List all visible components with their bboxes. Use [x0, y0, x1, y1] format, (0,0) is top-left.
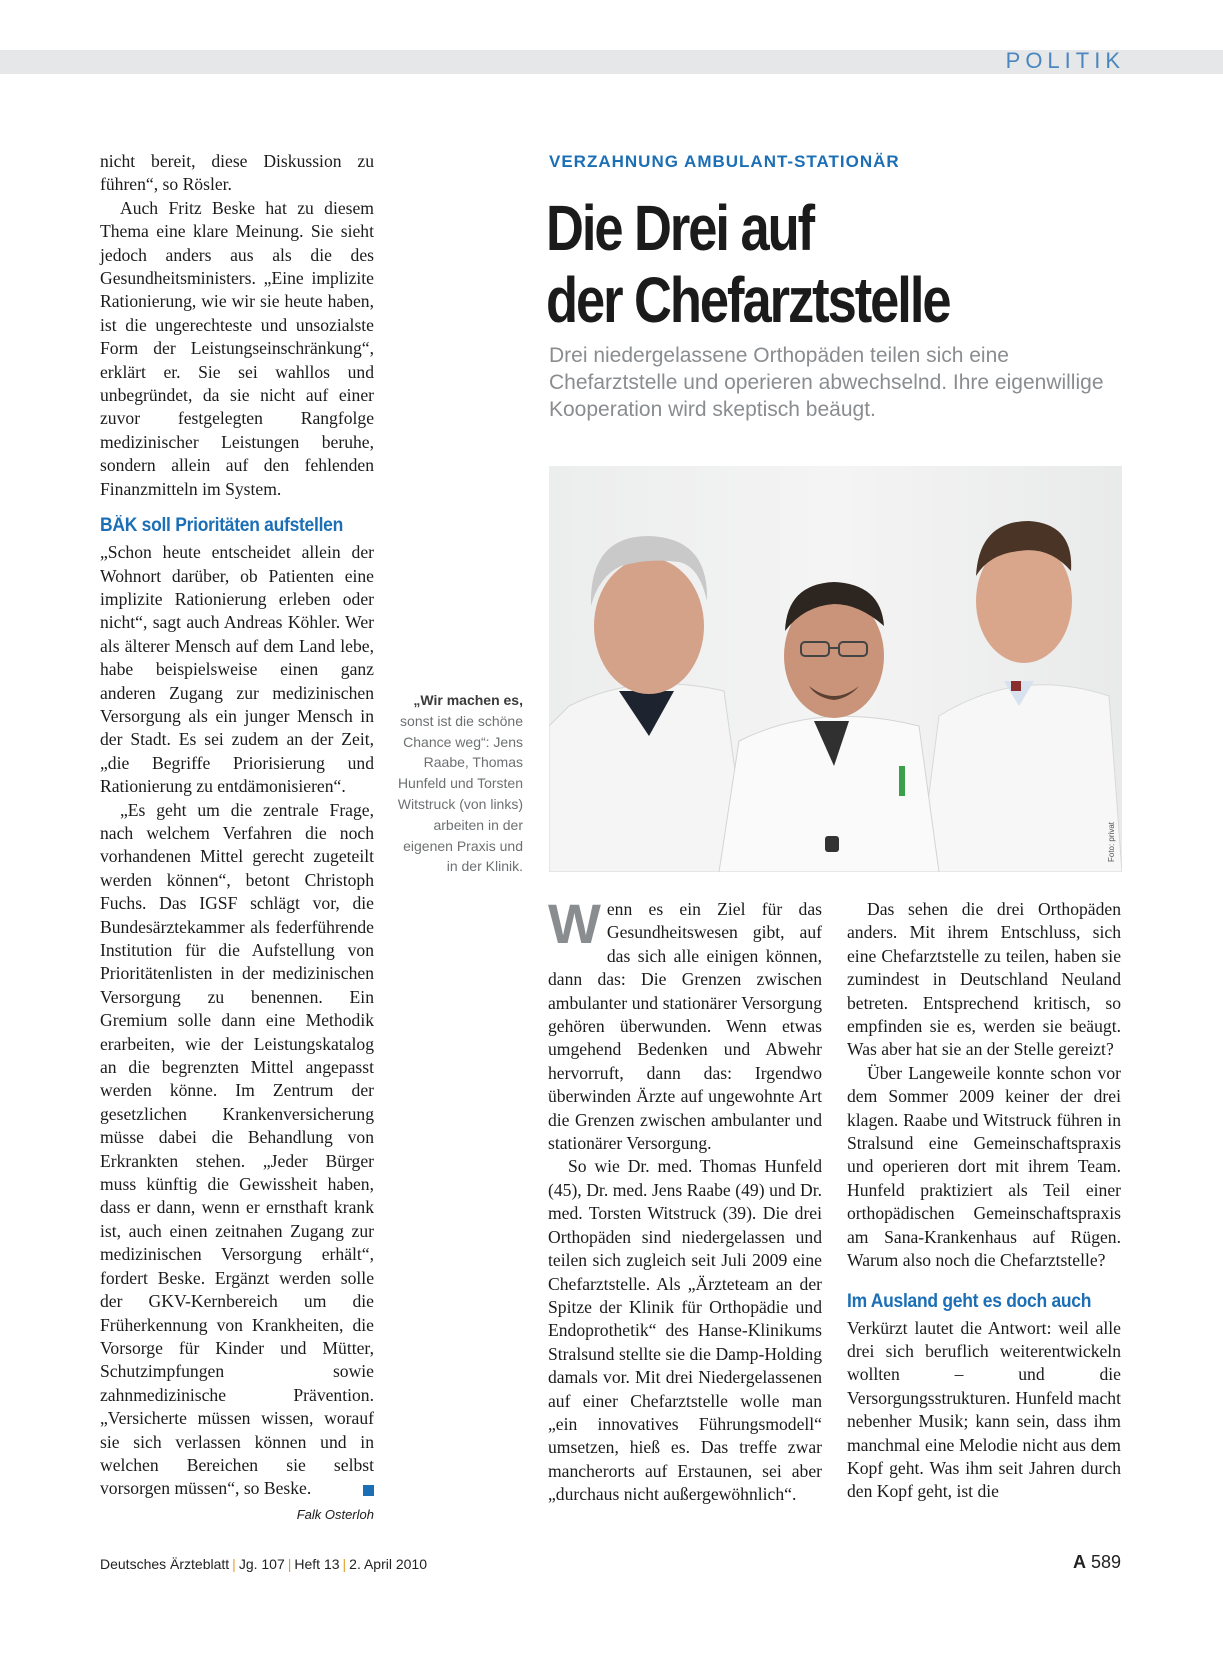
dropcap: W [548, 892, 601, 955]
subheading: BÄK soll Prioritäten aufstellen [100, 515, 344, 537]
separator: | [342, 1556, 347, 1572]
left-column [100, 150, 374, 1526]
caption-lead: „Wir machen es, [413, 692, 523, 708]
journal-name: Deutsches Ärzteblatt [100, 1556, 230, 1572]
article-photo [549, 466, 1122, 872]
paragraph: Das sehen die drei Orthopäden anders. Mit ihrem Entschluss, sich eine Chefarztstelle zu teilen, haben sie zumindest in Deutschland Neuland betreten. Entsprechend kritisch, so empfinden sie es, werden sie beäugt. Was aber hat sie an der Stelle gereizt? [847, 899, 1121, 1060]
paragraph [548, 892, 822, 1155]
doctor-middle [719, 582, 939, 872]
photo-illustration [549, 466, 1122, 872]
section-label: POLITIK [1005, 48, 1125, 73]
caption-text: sonst ist die schöne Chance weg“: Jens Raabe, Thomas Hunfeld und Torsten Witstruck (von links) arbeiten in der eigenen Praxis und in der Klinik. [397, 712, 523, 875]
separator: | [287, 1556, 292, 1572]
page-number-value: 589 [1090, 1552, 1121, 1572]
issue: Heft 13 [294, 1556, 340, 1572]
page-prefix: A [1072, 1552, 1086, 1572]
photo-credit: Foto: privat [1107, 822, 1116, 863]
paragraph: „Es geht um die zentrale Frage, nach welchem Verfahren die noch vorhandenen Mittel gerecht zugeteilt werden können“, betont Christoph Fuchs. Das IGSF schlägt vor, die Bundesärztekammer als federführende Institution für die Aufstellung von Prioritätenlisten in der medizinischen Versorgung zu benennen. Ein Gremium solle dann eine Methodik erarbeiten, wie der Leistungskatalog an die begrenzten Mittel angepasst werden könne. Im Zentrum der gesetzlichen Krankenversicherung müsse dabei die Behandlung von Erkrankten stehen. „Jeder Bürger muss künftig die Gewissheit haben, dass er dann, wenn er ernsthaft krank ist, auch einen zeitnahen Zugang zur medizinischen Versorgung erhält“, fordert Beske. Ergänzt werden solle der GKV-Kernbereich um die Früherkennung von Krankheiten, die Vorsorge für Kinder und Mütter, Schutzimpfungen sowie zahnmedizinische Prävention. „Versicherte müssen wissen, worauf sie sich verlassen können und in welchen Bereichen sie selbst vorsorgen müssen“, so Beske. [100, 799, 374, 1499]
headline-line: Die Drei auf [546, 192, 814, 264]
article-kicker: VERZAHNUNG AMBULANT-STATIONÄR [549, 152, 900, 171]
headline-line: der Chefarztstelle [546, 264, 950, 336]
article-headline [546, 192, 1054, 336]
doctor-right [919, 521, 1122, 872]
paragraph-text: enn es ein Ziel für das Gesundheitswesen gibt, auf das sich alle einigen können, dann das: Die Grenzen zwischen ambulanter und stationärer Versorgung gehören überwunden. Wenn etwas umgehend Bedenken und Abwehr hervorruft, dann das: Irgendwo überwinden Ärzte auf ungewohnte Art die Grenzen zwischen ambulanter und stationärer Versorgung. [548, 899, 822, 1154]
volume: Jg. 107 [238, 1556, 285, 1572]
issue-date: 2. April 2010 [349, 1556, 428, 1572]
subheading: Im Ausland geht es doch auch [847, 1290, 1092, 1312]
paragraph: So wie Dr. med. Thomas Hunfeld (45), Dr. med. Jens Raabe (49) und Dr. med. Torsten Witstruck (39). Die drei Orthopäden sind niedergelassen und teilen sich zugleich seit Juli 2009 eine Chefarztstelle. Als „Ärzteteam an der Spitze der Klinik für Orthopädie und Endoprothetik“ des Hanse-Klinikums Stralsund stellte sie die Damp-Holding damals vor. Mit drei Niedergelassenen auf einer Chefarztstelle wolle man „ein innovatives Führungsmodell“ umsetzen, hieß es. Das treffe zwar mancherorts auf Erstaunen, sei aber „durchaus nicht außergewöhnlich“. [548, 1156, 822, 1505]
paragraph: Auch Fritz Beske hat zu diesem Thema eine klare Meinung. Sie sieht jedoch anders aus als die des Gesundheitsministers. „Eine implizite Rationierung, wie wir sie heute haben, ist die ungerechteste und unsozialste Form der Leistungseinschränkung“, erklärt er. Sie sei wahllos und unbegründet, da sie nicht auf einer zuvor festgelegten Rangfolge medizinischer Leistungen beruhe, sondern allein auf den fehlenden Finanzmitteln im System. [100, 197, 374, 499]
page-footer [100, 1552, 1121, 1578]
article-teaser: Drei niedergelassene Orthopäden teilen sich eine Chefarztstelle und operieren abwechselnd. Ihre eigenwillige Kooperation wird skeptisch beäugt. [549, 344, 1104, 421]
paragraph: nicht bereit, diese Diskussion zu führen“, so Rösler. [100, 151, 374, 195]
article-column-1 [548, 892, 822, 1507]
separator: | [232, 1556, 236, 1572]
author-name: Falk Osterloh [296, 1506, 374, 1522]
photo-caption [393, 690, 523, 877]
paragraph: Verkürzt lautet die Antwort: weil alle drei sich beruflich weiterentwickeln wollten – und die Versorgungsstrukturen. Hunfeld macht nebenher Musik; kann sein, dass ihm manchmal eine Melodie nicht aus dem Kopf geht. Was ihm seit Jahren durch den Kopf geht, ist die [847, 1317, 1121, 1502]
article-column-2 [847, 898, 1121, 1504]
paragraph: „Schon heute entscheidet allein der Wohnort darüber, ob Patienten eine implizite Rationierung erleben oder nicht“, sagt auch Andreas Köhler. Wer als älterer Mensch auf dem Land lebe, habe beispielsweise einen ganz anderen Zugang zur medizinischen Versorgung als ein junger Mensch in der Stadt. Es sei zudem an der Zeit, „die Begriffe Priorisierung und Rationierung zu entdämonisieren“. [100, 542, 374, 797]
doctor-left [549, 536, 749, 872]
paragraph: Über Langeweile konnte schon vor dem Sommer 2009 keiner der drei klagen. Raabe und Witstruck führen in Stralsund eine Gemeinschaftspraxis und operieren dort mit ihrem Team. Hunfeld praktiziert als Teil einer orthopädischen Gemeinschaftspraxis am Sana-Krankenhaus auf Rügen. Warum also noch die Chefarztstelle? [847, 1062, 1121, 1271]
page-number [1073, 1552, 1121, 1573]
